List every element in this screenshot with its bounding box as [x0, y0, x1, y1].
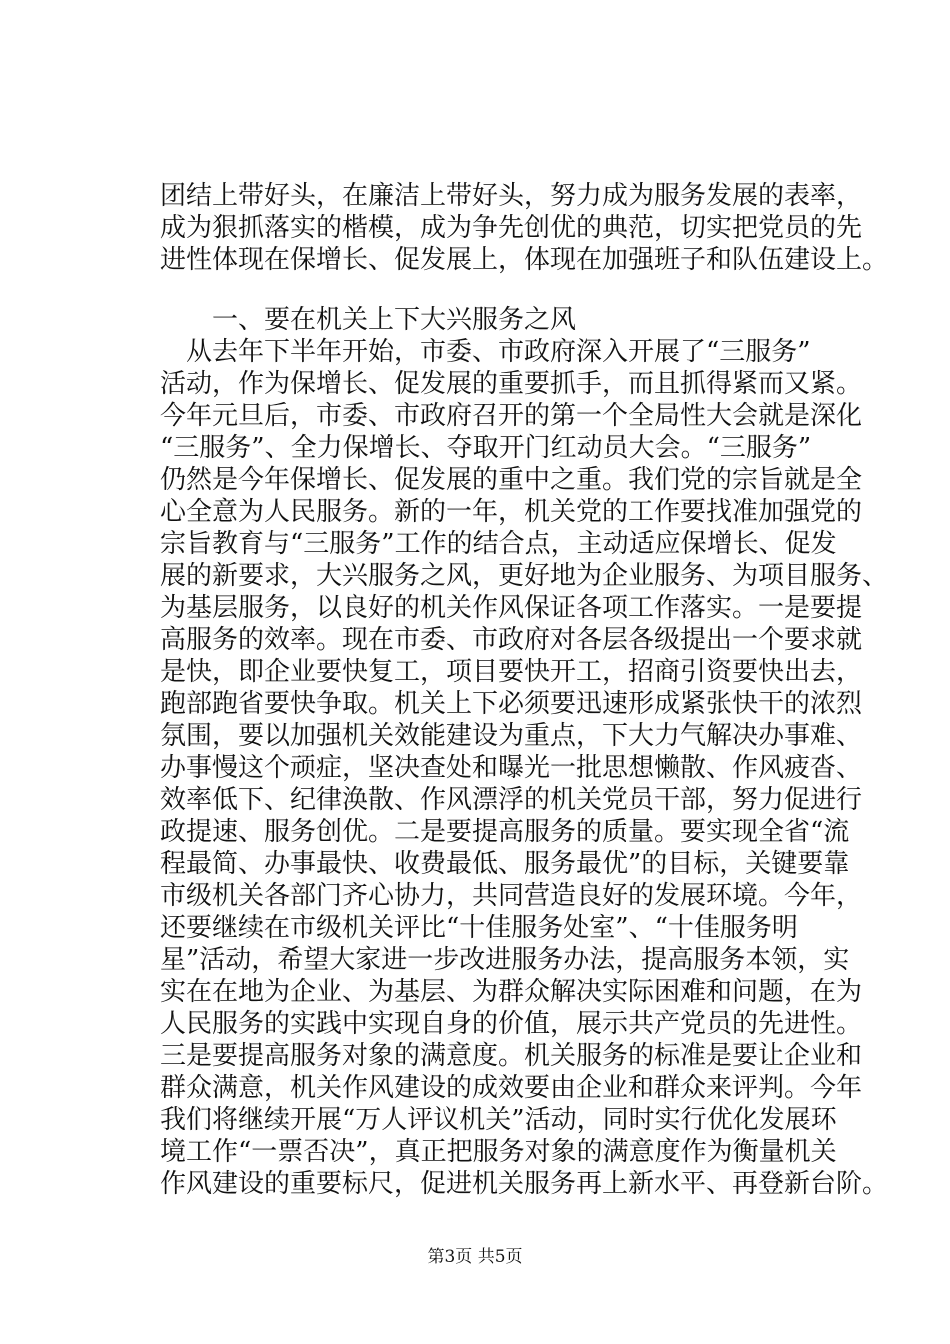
section-heading: 一、要在机关上下大兴服务之风 — [212, 305, 577, 335]
body-line: 从去年下半年开始，市委、市政府深入开展了“三服务” — [186, 337, 811, 367]
body-line: 群众满意，机关作风建设的成效要由企业和群众来评判。今年 — [160, 1073, 863, 1103]
body-line: 是快，即企业要快复工，项目要快开工，招商引资要快出去， — [160, 657, 863, 687]
intro-line: 团结上带好头，在廉洁上带好头，努力成为服务发展的表率， — [160, 181, 863, 211]
body-line: 高服务的效率。现在市委、市政府对各层各级提出一个要求就 — [160, 625, 863, 655]
body-line: 展的新要求，大兴服务之风，更好地为企业服务、为项目服务、 — [160, 561, 889, 591]
intro-line: 进性体现在保增长、促发展上，体现在加强班子和队伍建设上。 — [160, 245, 889, 275]
intro-line: 成为狠抓落实的楷模，成为争先创优的典范，切实把党员的先 — [160, 213, 863, 243]
body-line: 三是要提高服务对象的满意度。机关服务的标准是要让企业和 — [160, 1041, 863, 1071]
body-line: “三服务”、全力保增长、夺取开门红动员大会。“三服务” — [160, 433, 812, 463]
body-line: 活动，作为保增长、促发展的重要抓手，而且抓得紧而又紧。 — [160, 369, 863, 399]
body-line: 人民服务的实践中实现自身的价值，展示共产党员的先进性。 — [160, 1009, 863, 1039]
body-line: 实在在地为企业、为基层、为群众解决实际困难和问题，在为 — [160, 977, 863, 1007]
body-line: 作风建设的重要标尺，促进机关服务再上新水平、再登新台阶。 — [160, 1169, 889, 1199]
body-line: 宗旨教育与“三服务”工作的结合点，主动适应保增长、促发 — [160, 529, 837, 559]
body-line: 程最简、办事最快、收费最低、服务最优”的目标，关键要靠 — [160, 849, 850, 879]
body-line: 办事慢这个顽症，坚决查处和曝光一批思想懒散、作风疲沓、 — [160, 753, 863, 783]
body-line: 市级机关各部门齐心协力，共同营造良好的发展环境。今年， — [160, 881, 863, 911]
body-line: 我们将继续开展“万人评议机关”活动，同时实行优化发展环 — [160, 1105, 837, 1135]
body-line: 氛围，要以加强机关效能建设为重点，下大力气解决办事难、 — [160, 721, 863, 751]
body-line: 还要继续在市级机关评比“十佳服务处室”、“十佳服务明 — [160, 913, 798, 943]
body-line: 今年元旦后，市委、市政府召开的第一个全局性大会就是深化 — [160, 401, 863, 431]
body-line: 跑部跑省要快争取。机关上下必须要迅速形成紧张快干的浓烈 — [160, 689, 863, 719]
body-line: 心全意为人民服务。新的一年，机关党的工作要找准加强党的 — [160, 497, 863, 527]
page-number-footer: 第3页 共5页 — [427, 1247, 523, 1267]
body-line: 为基层服务，以良好的机关作风保证各项工作落实。一是要提 — [160, 593, 863, 623]
body-line: 境工作“一票否决”，真正把服务对象的满意度作为衡量机关 — [160, 1137, 837, 1167]
body-line: 仍然是今年保增长、促发展的重中之重。我们党的宗旨就是全 — [160, 465, 863, 495]
body-line: 效率低下、纪律涣散、作风漂浮的机关党员干部，努力促进行 — [160, 785, 863, 815]
body-line: 星”活动，希望大家进一步改进服务办法，提高服务本领，实 — [160, 945, 850, 975]
body-line: 政提速、服务创优。二是要提高服务的质量。要实现全省“流 — [160, 817, 850, 847]
